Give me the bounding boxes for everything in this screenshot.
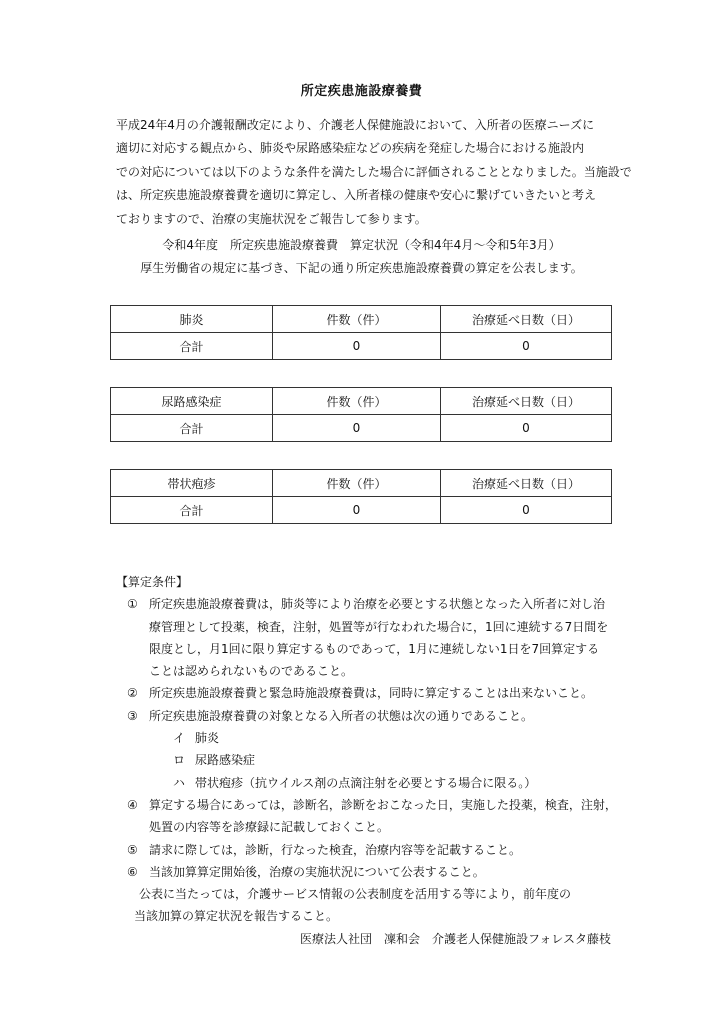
condition-number: ⑤ bbox=[127, 842, 138, 857]
closing-note bbox=[116, 883, 616, 905]
condition-text: 算定する場合にあっては，診断名，診断をおこなった日，実施した投薬，検査，注射， bbox=[149, 797, 617, 812]
count-value-cell: 0 bbox=[273, 333, 441, 360]
condition-number: ① bbox=[127, 597, 138, 612]
disease-name-cell: 肺炎 bbox=[111, 306, 273, 333]
table-header-row bbox=[111, 470, 612, 497]
condition-text: 所定疾患施設療養費と緊急時施設療養費は，同時に算定することは出来ないこと。 bbox=[149, 686, 594, 701]
table-row bbox=[111, 497, 612, 524]
report-description: 厚生労働省の規定に基づき、下記の通り所定疾患施設療養費の算定を公表します。 bbox=[140, 261, 583, 275]
table-row bbox=[111, 333, 612, 360]
sub-item-marker: ロ bbox=[173, 753, 186, 768]
condition-text: 療管理として投薬，検査，注射，処置等が行なわれた場合に，1回に連続する7日間を bbox=[149, 619, 609, 634]
count-value-cell: 0 bbox=[273, 415, 441, 442]
condition-line bbox=[116, 660, 616, 682]
facility-signature: 医療法人社団 凜和会 介護老人保健施設フォレスタ藤枝 bbox=[299, 932, 611, 946]
total-label-cell: 合計 bbox=[111, 333, 273, 360]
herpes-zoster-table bbox=[110, 469, 612, 524]
condition-text: 所定疾患施設療養費の対象となる入所者の状態は次の通りであること。 bbox=[149, 708, 534, 723]
intro-line: は、所定疾患施設療養費を適切に算定し、入所者様の健康や安心に繋げていきたいと考え bbox=[116, 188, 597, 203]
condition-number: ③ bbox=[127, 708, 138, 723]
count-header-cell: 件数（件） bbox=[273, 306, 441, 333]
pneumonia-table bbox=[110, 305, 612, 360]
condition-sub-item bbox=[116, 749, 616, 771]
sub-item-marker: イ bbox=[173, 731, 186, 746]
days-header-cell: 治療延べ日数（日） bbox=[441, 470, 612, 497]
condition-item-3 bbox=[116, 705, 616, 727]
count-header-cell: 件数（件） bbox=[273, 470, 441, 497]
table-header-row bbox=[111, 388, 612, 415]
condition-line bbox=[116, 616, 616, 638]
condition-text: 限度とし，月1回に限り算定するものであって，1月に連続しない1日を7回算定する bbox=[149, 641, 600, 656]
condition-item-5 bbox=[116, 839, 616, 861]
condition-number: ② bbox=[127, 686, 138, 701]
sub-item-text: 肺炎 bbox=[195, 731, 220, 746]
condition-line bbox=[116, 816, 616, 838]
total-label-cell: 合計 bbox=[111, 415, 273, 442]
condition-number: ④ bbox=[127, 797, 138, 812]
conditions-heading-row bbox=[116, 571, 616, 593]
condition-item-6 bbox=[116, 861, 616, 883]
condition-text: 当該加算算定開始後，治療の実施状況について公表すること。 bbox=[149, 864, 485, 879]
days-header-cell: 治療延べ日数（日） bbox=[441, 306, 612, 333]
condition-item-2 bbox=[116, 682, 616, 704]
days-value-cell: 0 bbox=[441, 333, 612, 360]
condition-sub-item bbox=[116, 727, 616, 749]
report-subtitle: 令和4年度 所定疾患施設療養費 算定状況（令和4年4月～令和5年3月） bbox=[162, 238, 561, 252]
intro-line: ておりますので、治療の実施状況をご報告して参ります。 bbox=[116, 211, 427, 226]
total-label-cell: 合計 bbox=[111, 497, 273, 524]
days-value-cell: 0 bbox=[441, 497, 612, 524]
closing-text: 公表に当たっては，介護サービス情報の公表制度を活用する等により，前年度の bbox=[139, 887, 572, 902]
days-header-cell: 治療延べ日数（日） bbox=[441, 388, 612, 415]
calculation-conditions bbox=[116, 571, 616, 928]
condition-text: ことは認められないものであること。 bbox=[149, 664, 354, 679]
condition-item-1 bbox=[116, 593, 616, 615]
condition-line bbox=[116, 638, 616, 660]
disease-name-cell: 尿路感染症 bbox=[111, 388, 273, 415]
condition-item-4 bbox=[116, 794, 616, 816]
sub-item-text: 尿路感染症 bbox=[195, 753, 256, 768]
closing-text: 当該加算の算定状況を報告すること。 bbox=[134, 909, 339, 924]
table-row bbox=[111, 415, 612, 442]
closing-note bbox=[116, 905, 616, 927]
intro-line: 平成24年4月の介護報酬改定により、介護老人保健施設において、入所者の医療ニーズに bbox=[116, 118, 595, 132]
count-header-cell: 件数（件） bbox=[273, 388, 441, 415]
condition-sub-item bbox=[116, 772, 616, 794]
intro-line: 適切に対応する観点から、肺炎や尿路感染症などの疾病を発症した場合における施設内 bbox=[116, 141, 585, 156]
intro-line: での対応については以下のような条件を満たした場合に評価されることとなりました。当施設で bbox=[116, 164, 632, 179]
page-title: 所定疾患施設療養費 bbox=[300, 84, 423, 99]
intro-paragraph bbox=[116, 114, 632, 231]
sub-item-marker: ハ bbox=[173, 775, 186, 790]
table-header-row bbox=[111, 306, 612, 333]
conditions-heading: 【算定条件】 bbox=[116, 575, 189, 589]
urinary-tract-infection-table bbox=[110, 387, 612, 442]
count-value-cell: 0 bbox=[273, 497, 441, 524]
disease-name-cell: 帯状疱疹 bbox=[111, 470, 273, 497]
condition-number: ⑥ bbox=[127, 864, 138, 879]
condition-text: 請求に際しては，診断，行なった検査，治療内容等を記載すること。 bbox=[149, 842, 522, 857]
sub-item-text: 帯状疱疹（抗ウイルス剤の点滴注射を必要とする場合に限る。） bbox=[195, 775, 537, 790]
condition-text: 所定疾患施設療養費は，肺炎等により治療を必要とする状態となった入所者に対し治 bbox=[149, 597, 606, 612]
days-value-cell: 0 bbox=[441, 415, 612, 442]
condition-text: 処置の内容等を診療録に記載しておくこと。 bbox=[149, 820, 390, 835]
